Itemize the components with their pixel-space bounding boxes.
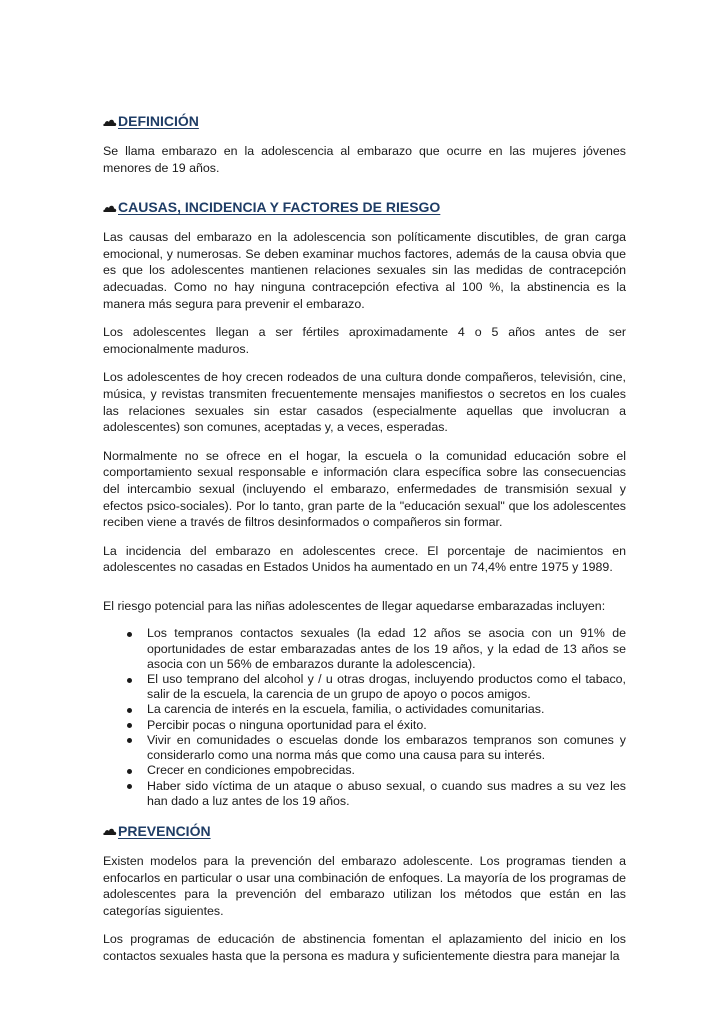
- list-item: [147, 733, 626, 763]
- cloud-icon: [103, 204, 117, 213]
- list-item: [147, 672, 626, 702]
- paragraph: La incidencia del embarazo en adolescentes crece. El porcentaje de nacimientos en adolescentes no casadas en Estados Unidos ha aumentado en un 74,4% entre 1975 y 1989.: [103, 543, 626, 575]
- bullet-icon: [127, 769, 132, 774]
- list-item: [147, 779, 626, 809]
- paragraph: Los adolescentes de hoy crecen rodeados de una cultura donde compañeros, televisión, cine, música, y revistas transmiten frecuentemente mensajes manifiestos o secretos en los cuales las relaciones sexuales sin estar casados (especialmente aquellas que involucran a adolescentes) son comunes, aceptadas y, a veces, esperadas.: [103, 370, 626, 435]
- list-item-text: Percibir pocas o ninguna oportunidad para el éxito.: [147, 717, 427, 732]
- list-item-text: El uso temprano del alcohol y / u otras drogas, incluyendo productos como el tabaco, salir de la escuela, la carencia de un grupo de apoyo o pocos amigos.: [147, 672, 626, 702]
- paragraph: Se llama embarazo en la adolescencia al embarazo que ocurre en las mujeres jóvenes menores de 19 años.: [103, 144, 626, 175]
- bullet-icon: [127, 784, 132, 789]
- paragraph: El riesgo potencial para las niñas adolescentes de llegar aquedarse embarazadas incluyen:: [103, 598, 606, 613]
- risk-factor-list: [103, 626, 626, 808]
- document-page: [103, 112, 626, 976]
- list-item-text: Haber sido víctima de un ataque o abuso sexual, o cuando sus madres a su vez les han dado a luz antes de los 19 años.: [147, 778, 626, 808]
- bullet-icon: [127, 738, 132, 743]
- paragraph: Los programas de educación de abstinencia fomentan el aplazamiento del inicio en los contactos sexuales hasta que la persona es madura y suficientemente diestra para manejar la: [103, 932, 626, 963]
- list-item-text: Crecer en condiciones empobrecidas.: [147, 763, 355, 778]
- section-heading-causas: [103, 198, 626, 216]
- bullet-icon: [127, 708, 132, 713]
- section-heading-prevencion: [103, 822, 626, 840]
- list-item-text: La carencia de interés en la escuela, familia, o actividades comunitarias.: [147, 702, 545, 717]
- list-item: [147, 718, 626, 733]
- paragraph: Existen modelos para la prevención del embarazo adolescente. Los programas tienden a enfocarlos en particular o usar una combinación de enfoques. La mayoría de los programas de adolescentes para la prevención del embarazo utilizan los métodos que están en las categorías siguientes.: [103, 853, 626, 918]
- section-title: CAUSAS, INCIDENCIA Y FACTORES DE RIESGO: [118, 199, 441, 216]
- section-title: DEFINICIÓN: [118, 113, 199, 129]
- list-item-text: Los tempranos contactos sexuales (la edad 12 años se asocia con un 91% de oportunidades de estar embarazadas antes de los 19 años, y la edad de 13 años se asocia con un 56% de embarazos durante la adolescencia).: [147, 626, 626, 671]
- paragraph: Los adolescentes llegan a ser fértiles aproximadamente 4 o 5 años antes de ser emocionalmente maduros.: [103, 325, 626, 356]
- list-item-text: Vivir en comunidades o escuelas donde los embarazos tempranos son comunes y considerarlo como una norma más que como una causa para su interés.: [147, 732, 626, 763]
- cloud-icon: [103, 118, 117, 127]
- section-heading-definicion: [103, 112, 626, 130]
- list-item: [147, 763, 626, 778]
- paragraph: Las causas del embarazo en la adolescencia son políticamente discutibles, de gran carga emocional, y numerosas. Se deben examinar muchos factores, además de la causa obvia que es que los adolescentes mantienen relaciones sexuales sin las medidas de contracepción adecuadas. Como no hay ninguna contracepción efectiva al 100 %, la abstinencia es la manera más segura para prevenir el embarazo.: [103, 230, 626, 311]
- paragraph: Normalmente no se ofrece en el hogar, la escuela o la comunidad educación sobre el comportamiento sexual responsable e información clara específica sobre las consecuencias del intercambio sexual (incluyendo el embarazo, enfermedades de transmisión sexual y efectos psico-sociales). Por lo tanto, gran parte de la "educación sexual" que los adolescentes reciben viene a través de filtros desinformados o compañeros sin formar.: [103, 448, 626, 530]
- list-item: [147, 702, 626, 717]
- list-item: [147, 626, 626, 672]
- bullet-icon: [127, 678, 132, 683]
- section-title: PREVENCIÓN: [118, 822, 211, 839]
- bullet-icon: [127, 723, 132, 728]
- cloud-icon: [103, 827, 117, 836]
- bullet-icon: [127, 632, 132, 637]
